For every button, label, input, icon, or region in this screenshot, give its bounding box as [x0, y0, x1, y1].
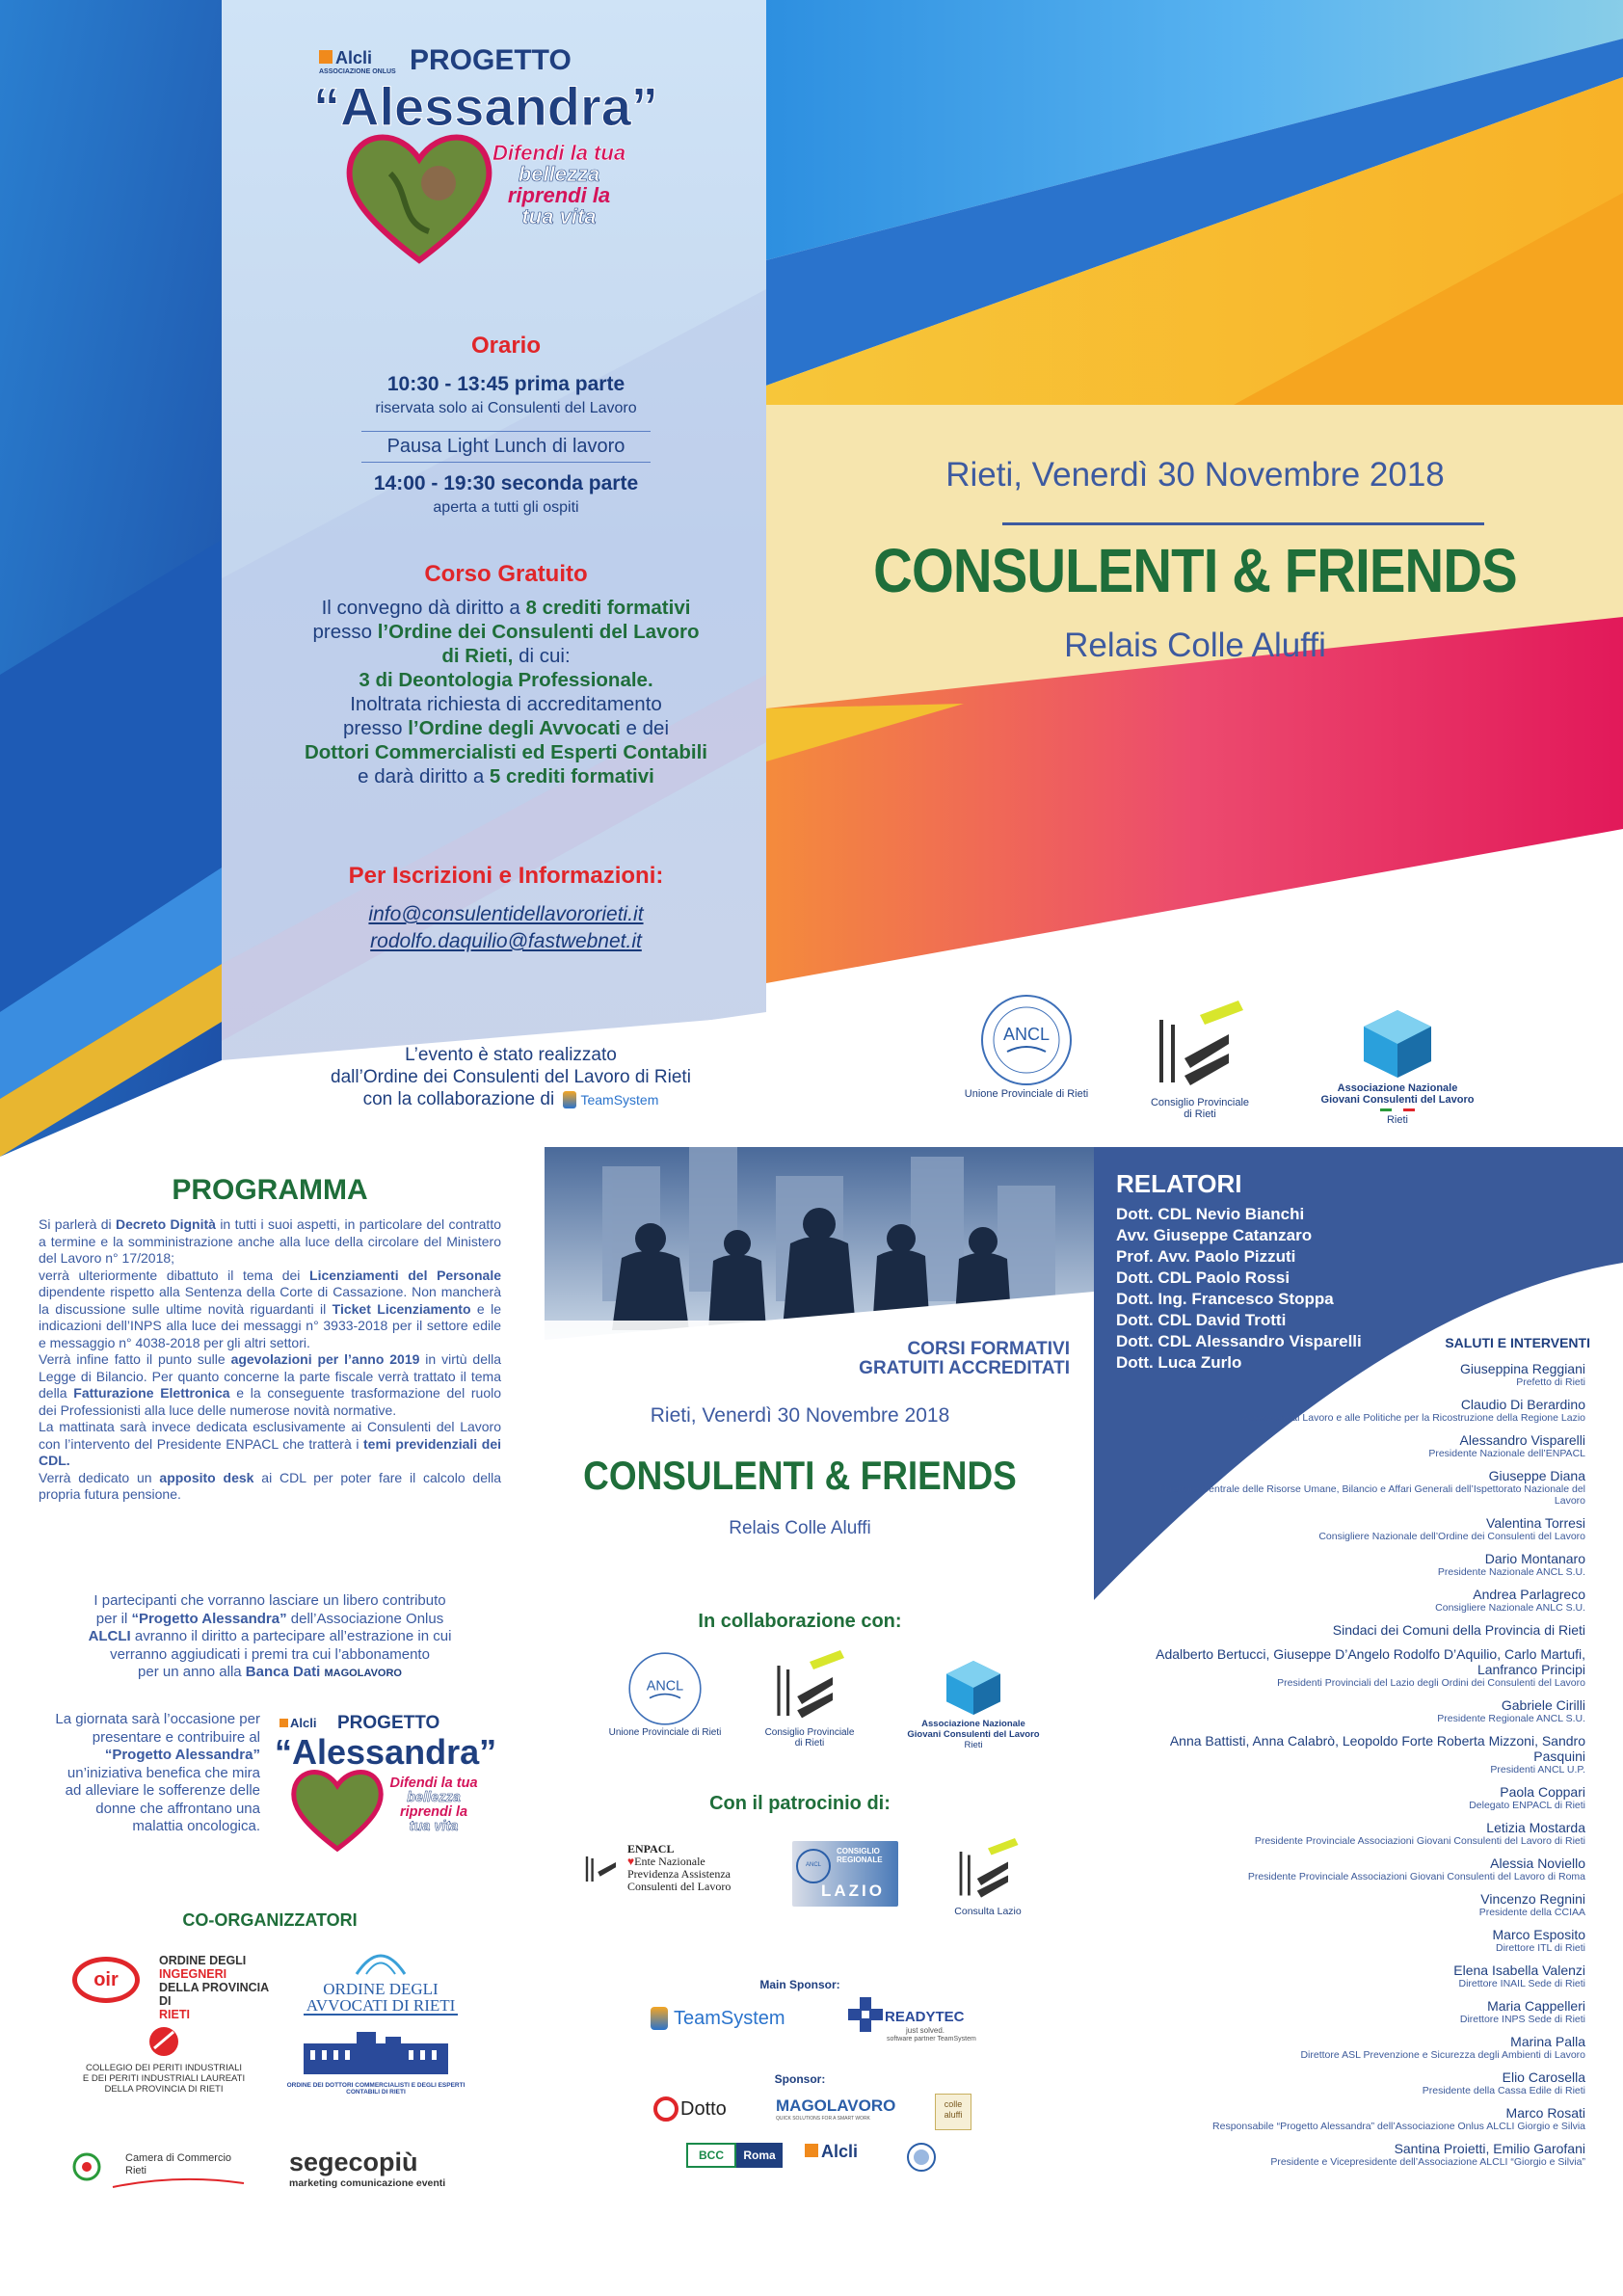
giornata-line1: La giornata sarà l’occasione per: [55, 1711, 260, 1727]
saluti-name: Adalberto Bertucci, Giuseppe D’Angelo Rodolfo D’Aquilio, Carlo Martufi, Lanfranco Principi: [1156, 1646, 1585, 1677]
email-link-2[interactable]: rodolfo.daquilio@fastwebnet.it: [370, 930, 642, 952]
evento-line3: con la collaborazione di TeamSystem: [362, 1089, 659, 1109]
center-venue: Relais Colle Aluffi: [729, 1518, 871, 1538]
saluti-name: Anna Battisti, Anna Calabrò, Leopoldo Forte Roberta Mizzoni, Sandro Pasquini: [1169, 1733, 1585, 1764]
lazio-consiglio-text: CONSIGLIO REGIONALE: [837, 1847, 883, 1864]
saluti-name: Alessandro Visparelli: [1459, 1432, 1585, 1448]
corso-line1: Il convegno dà diritto a 8 crediti formativi: [321, 597, 691, 619]
consulta-emblem-icon: [954, 1838, 1022, 1906]
ang-cube-icon: [1359, 1005, 1436, 1082]
corsi-line1: CORSI FORMATIVI: [907, 1339, 1070, 1359]
segecopiu-name: segecopiù: [289, 2148, 418, 2176]
progetto-title-small: PROGETTO: [337, 1713, 440, 1733]
saluti-item: [1137, 1891, 1585, 1918]
progetto-title: PROGETTO: [410, 44, 572, 76]
readytec-sub2: software partner TeamSystem: [887, 2036, 976, 2042]
saluti-item: [1137, 1468, 1585, 1507]
saluti-role: Prefetto di Rieti: [1516, 1376, 1585, 1388]
enpacl-text: ENPACL ♥Ente Nazionale Previdenza Assistenza Consulenti del Lavoro: [627, 1842, 732, 1893]
saluti-name: Elio Carosella: [1502, 2069, 1585, 2085]
giornata-line2: presentare e contribuire al: [92, 1728, 260, 1746]
camera-swoosh-icon: [111, 2176, 246, 2189]
programma-p2: verrà ulteriormente dibattuto il tema dei Licenziamenti del Personale dipendente rispetto alla Sentenza della Corte di Cassazione. Non mancherà la discussione sulle ultime novità riguardanti il Ticket Licenziamento e le indicazioni dell’INPS alla luce dei messaggi n° 3933-2018 per il settore edile e messaggio n° 4038-2018 per gli altri settori.: [39, 1267, 501, 1350]
saluti-role: Presidenti ANCL U.P.: [1490, 1764, 1585, 1775]
oir-icon: oir: [72, 1957, 140, 2003]
cp-small-label2: di Rieti: [794, 1737, 825, 1749]
saluti-name: Marco Esposito: [1492, 1927, 1585, 1942]
orario-t2: 14:00 - 19:30 seconda parte: [373, 472, 639, 494]
slogan-line3: riprendi la: [507, 183, 611, 207]
orario-pausa: Pausa Light Lunch di lavoro: [361, 431, 651, 463]
hero-divider: [1002, 522, 1484, 525]
saluti-role: Direttore ASL Prevenzione e Sicurezza degli Ambienti di Lavoro: [1300, 2049, 1585, 2061]
coorg-title: CO-ORGANIZZATORI: [182, 1910, 358, 1930]
saluti-item: [1137, 2141, 1585, 2168]
relatore-item: Dott. CDL Nevio Bianchi: [1116, 1205, 1305, 1223]
saluti-role: Presidenti Provinciali del Lazio degli Ordini dei Consulenti del Lavoro: [1277, 1677, 1585, 1689]
heart-small-icon: [289, 1764, 386, 1855]
saluti-item: [1137, 1927, 1585, 1954]
heart-icon: [342, 125, 496, 270]
saluti-item: [1137, 1432, 1585, 1459]
corsi-line2: GRATUITI ACCREDITATI: [859, 1358, 1070, 1378]
lazio-text: LAZIO: [821, 1882, 885, 1900]
teamsystem-icon: [563, 1091, 576, 1108]
camera-text: Camera di Commercio Rieti: [125, 2152, 232, 2176]
relatore-item: Prof. Avv. Paolo Pizzuti: [1116, 1247, 1296, 1266]
saluti-item: [1137, 1622, 1585, 1638]
dotto-logo: Dotto: [653, 2090, 750, 2128]
consiglio-lazio-logo: [792, 1841, 898, 1907]
saluti-title: SALUTI E INTERVENTI: [1445, 1335, 1590, 1350]
bcc-roma-logo: BCC Roma: [686, 2143, 783, 2168]
saluti-name: Claudio Di Berardino: [1460, 1397, 1585, 1412]
corso-line3: di Rieti, di cui:: [441, 645, 571, 667]
saluti-role: Presidente e Vicepresidente dell’Associazione ALCLI “Giorgio e Silvia”: [1270, 2156, 1585, 2168]
giornata-section: [39, 1711, 260, 1836]
ingegneri-logo: [72, 1952, 279, 2021]
slogan-line2: bellezza: [518, 162, 600, 186]
corso-line2: presso l’Ordine dei Consulenti del Lavoro: [312, 621, 700, 643]
iscrizioni-title: Per Iscrizioni e Informazioni:: [348, 863, 664, 889]
enpacl-heart-icon: ♥: [627, 1855, 635, 1868]
orario-title: Orario: [470, 333, 542, 359]
ancl-label: Unione Provinciale di Rieti: [964, 1088, 1089, 1100]
periti-emblem-icon: [145, 2024, 183, 2058]
patrocinio-title: Con il patrocinio di:: [709, 1793, 891, 1814]
saluti-name: Giuseppe Diana: [1488, 1468, 1585, 1483]
saluti-role: Presidente Provinciale Associazioni Giovani Consulenti del Lavoro di Roma: [1247, 1871, 1585, 1882]
saluti-name: Andrea Parlagreco: [1473, 1587, 1585, 1602]
saluti-name: Maria Cappelleri: [1487, 1998, 1585, 2014]
saluti-role: Responsabile “Progetto Alessandra” dell’Associazione Onlus ALCLI Giorgio e Silvia: [1212, 2121, 1585, 2132]
ang-logo-small: Associazione Nazionale Giovani Consulenti del Lavoro Rieti: [887, 1643, 1060, 1764]
avvocati-emblem-icon: [352, 1947, 410, 1976]
ancl-logo-small: [588, 1639, 742, 1749]
corso-line5: Inoltrata richiesta di accreditamento: [350, 693, 662, 715]
contributo-line3: ALCLI avranno il diritto a partecipare all’estrazione in cui: [88, 1628, 452, 1644]
saluti-role: Direttore INAIL Sede di Rieti: [1458, 1978, 1585, 1989]
saluti-role: Direttore INPS Sede di Rieti: [1459, 2014, 1585, 2025]
relatore-item: Avv. Giuseppe Catanzaro: [1116, 1226, 1313, 1244]
saluti-item: [1137, 1784, 1585, 1811]
center-title: CONSULENTI & FRIENDS: [583, 1453, 1017, 1498]
business-photo: [545, 1147, 1094, 1427]
relatore-item: Dott. CDL Paolo Rossi: [1116, 1268, 1290, 1287]
dotto-e-icon: [653, 2096, 678, 2122]
collab-title: In collaborazione con:: [698, 1611, 902, 1632]
saluti-item: [1137, 1697, 1585, 1724]
saluti-role: Direttore ITL di Rieti: [1496, 1942, 1585, 1954]
saluti-item: [1137, 2105, 1585, 2132]
relatore-item: Dott. CDL Alessandro Visparelli: [1116, 1332, 1362, 1350]
saluti-item: [1137, 1587, 1585, 1614]
hero-date: Rieti, Venerdì 30 Novembre 2018: [945, 456, 1445, 494]
saluti-name: Dario Montanaro: [1484, 1551, 1585, 1566]
dottori-logo: ORDINE DEI DOTTORI COMMERCIALISTI E DEGLI ESPERTI CONTABILI DI RIETI: [275, 2029, 477, 2101]
saluti-item: [1137, 1962, 1585, 1989]
svg-text:ANCL: ANCL: [1002, 1025, 1051, 1044]
saluti-name: Gabriele Cirilli: [1501, 1697, 1585, 1713]
hero-title: CONSULENTI & FRIENDS: [873, 536, 1517, 605]
hero-venue: Relais Colle Aluffi: [1064, 627, 1326, 664]
contributo-line5: per un anno alla Banca Dati MAGOLAVORO: [138, 1664, 402, 1680]
saluti-name: Elena Isabella Valenzi: [1453, 1962, 1585, 1978]
sponsor-title: Sponsor:: [774, 2072, 826, 2086]
saluti-role: Presidente Nazionale dell’ENPACL: [1428, 1448, 1585, 1459]
evento-line2: dall’Ordine dei Consulenti del Lavoro di Rieti: [331, 1067, 691, 1087]
cp-small-label1: Consiglio Provinciale: [764, 1726, 855, 1738]
readytec-name: READYTEC: [885, 2009, 965, 2025]
saluti-item: [1137, 1515, 1585, 1542]
programma-p4: La mattinata sarà invece dedicata esclusivamente ai Consulenti del Lavoro con l’intervento del Presidente ENPACL che tratterà i temi previdenziali dei CDL.: [39, 1419, 501, 1468]
alcli-small: Alcli: [279, 1716, 316, 1730]
readytec-cross-icon: [848, 1997, 883, 2032]
saluti-name: Paola Coppari: [1500, 1784, 1585, 1800]
ancl-emblem-small-icon: [626, 1650, 704, 1727]
alcli-mark-small-icon: [279, 1719, 288, 1727]
cp-label1: Consiglio Provinciale: [1150, 1097, 1250, 1108]
contributo-line2: per il “Progetto Alessandra” dell’Associazione Onlus: [95, 1610, 444, 1627]
saluti-role: Delegato ENPACL di Rieti: [1469, 1800, 1585, 1811]
corso-line6: presso l’Ordine degli Avvocati e dei: [342, 717, 669, 739]
enpacl-logo: [583, 1839, 757, 1907]
programma-p1: Si parlerà di Decreto Dignità in tutti i suoi aspetti, in particolare del contratto a termine e la somministrazione anche alla luce della circolare del Ministero del Lavoro n° 17/2018;: [39, 1216, 502, 1266]
segecopiu-sub: marketing comunicazione eventi: [289, 2177, 446, 2189]
corsi-accreditati: [732, 1340, 1070, 1378]
corso-line4: 3 di Deontologia Professionale.: [359, 669, 653, 691]
saluti-role: Presidente Nazionale ANCL S.U.: [1437, 1566, 1585, 1578]
programma-p5: Verrà dedicato un apposito desk ai CDL per poter fare il calcolo della propria futura pensione.: [39, 1469, 501, 1502]
saluti-name: Marina Palla: [1510, 2034, 1585, 2049]
saluti-name: Valentina Torresi: [1486, 1515, 1585, 1531]
ancl-emblem-icon: [978, 992, 1075, 1088]
alcli-sponsor-logo: Alcli: [805, 2142, 901, 2171]
seal-icon: [906, 2142, 937, 2173]
ang-logo: [1301, 993, 1494, 1137]
evento-section: [318, 1044, 704, 1111]
segecopiu-logo: [289, 2148, 482, 2196]
saluti-name: Sindaci dei Comuni della Provincia di Rieti: [1332, 1622, 1585, 1638]
camera-emblem-icon: [72, 2152, 101, 2181]
iscrizioni-section: [270, 863, 742, 953]
programma-p3: Verrà infine fatto il punto sulle agevolazioni per l’anno 2019 in virtù della Legge di Bilancio. Per quanto concerne la parte fiscale verrà trattato il tema della Fatturazione Elettronica e la conseguente trasformazione del ruolo dei Professionisti alla luce delle numerose novità normative.: [39, 1351, 502, 1418]
readytec-sub: just solved.: [906, 2026, 945, 2035]
evento-line1: L’evento è stato realizzato: [405, 1045, 617, 1065]
ancl-logo: [940, 983, 1113, 1108]
saluti-role: Assessore al Lavoro e alle Politiche per la Ricostruzione della Regione Lazio: [1241, 1412, 1585, 1424]
saluti-item: [1137, 1361, 1585, 1388]
progetto-slogan-small: Difendi la tua bellezza riprendi la tua vita: [389, 1775, 478, 1834]
saluti-role: Consigliere Nazionale ANLC S.U.: [1435, 1602, 1585, 1614]
orario-t1: 10:30 - 13:45 prima parte: [386, 373, 625, 395]
main-sponsor-title: Main Sponsor:: [759, 1978, 840, 1991]
orario-t1-sub: riservata solo ai Consulenti del Lavoro: [375, 400, 637, 416]
camera-commercio-logo: [72, 2145, 246, 2193]
saluti-role: Presidente della CCIAA: [1478, 1907, 1585, 1918]
saluti-item: [1137, 1397, 1585, 1424]
saluti-item: [1137, 1998, 1585, 2025]
center-date: Rieti, Venerdì 30 Novembre 2018: [650, 1404, 950, 1427]
orario-section: [318, 333, 694, 517]
readytec-logo: [848, 1997, 993, 2049]
progetto-name: “Alessandra”: [313, 76, 658, 137]
saluti-name: Giuseppina Reggiani: [1460, 1361, 1585, 1376]
corso-section: [270, 562, 742, 788]
ang-cube-small-icon: [943, 1657, 1004, 1719]
saluti-role: Direttore Centrale delle Risorse Umane, Bilancio e Affari Generali dell’Ispettorato Nazionale del Lavoro: [1159, 1483, 1585, 1507]
saluti-item: [1137, 2069, 1585, 2096]
ang-label1: Associazione Nazionale: [1337, 1081, 1458, 1094]
teamsystem-mark-icon: [651, 2007, 668, 2030]
progetto-alessandra-logo: [313, 39, 699, 251]
saluti-item: [1137, 1646, 1585, 1689]
corso-line8: e darà diritto a 5 crediti formativi: [358, 765, 654, 788]
corso-line7: Dottori Commercialisti ed Esperti Contabili: [304, 741, 708, 763]
saluti-role: Presidente Regionale ANCL S.U.: [1437, 1713, 1585, 1724]
progetto-slogan: [477, 143, 641, 227]
programma-section: [39, 1174, 501, 1504]
lazio-ancl-icon: ANCL: [796, 1849, 831, 1883]
programma-title: PROGRAMMA: [172, 1174, 368, 1206]
cp-logo-small: [742, 1639, 877, 1759]
ang-label3: Rieti: [1386, 1113, 1408, 1126]
ang-label2: Giovani Consulenti del Lavoro: [1320, 1093, 1475, 1106]
relatore-item: Dott. Luca Zurlo: [1116, 1353, 1242, 1372]
giornata-line7: malattia oncologica.: [132, 1818, 260, 1834]
relatori-title: RELATORI: [1116, 1169, 1242, 1198]
progetto-alessandra-logo-small: [275, 1711, 506, 1865]
relatore-item: Dott. CDL David Trotti: [1116, 1311, 1287, 1329]
ancl-small-label: Unione Provinciale di Rieti: [608, 1727, 722, 1738]
saluti-name: Vincenzo Regnini: [1480, 1891, 1585, 1907]
contributo-section: [39, 1592, 501, 1683]
cdl-emblem-icon: [1152, 1001, 1248, 1097]
colle-aluffi-logo: colle aluffi: [935, 2094, 971, 2130]
saluti-role: Consigliere Nazionale dell’Ordine dei Consulenti del Lavoro: [1318, 1531, 1585, 1542]
alcli-sponsor-mark-icon: [805, 2144, 818, 2157]
saluti-item: [1137, 1855, 1585, 1882]
alcli-logo: Alcli ASSOCIAZIONE ONLUS: [319, 48, 396, 75]
avvocati-logo: ORDINE DEGLI AVVOCATI DI RIETI: [304, 1947, 458, 2015]
magolavoro-logo: MAGOLAVORO QUICK SOLUTIONS FOR A SMART WORK: [776, 2096, 896, 2122]
ingegneri-text: ORDINE DEGLI INGEGNERI DELLA PROVINCIA DI RIETI: [159, 1954, 269, 2021]
teamsystem-logo: TeamSystem: [651, 2002, 814, 2035]
giornata-line5: ad alleviare le sofferenze delle: [65, 1782, 260, 1799]
cdl-emblem-small-icon: [771, 1650, 848, 1727]
consiglio-provinciale-logo: [1128, 988, 1272, 1133]
saluti-list: [1137, 1361, 1585, 2176]
dottori-building-icon: [299, 2029, 453, 2077]
saluti-item: [1137, 1551, 1585, 1578]
slogan-line1: Difendi la tua: [492, 141, 626, 165]
consulta-label: Consulta Lazio: [954, 1905, 1022, 1917]
orario-t2-sub: aperta a tutti gli ospiti: [433, 499, 579, 516]
saluti-item: [1137, 2034, 1585, 2061]
saluti-item: [1137, 1733, 1585, 1775]
contributo-line1: I partecipanti che vorranno lasciare un libero contributo: [93, 1592, 446, 1609]
giornata-line6: donne che affrontano una: [95, 1800, 260, 1817]
relatore-item: Dott. Ing. Francesco Stoppa: [1116, 1290, 1334, 1308]
slogan-line4: tua vita: [521, 204, 597, 228]
consulta-lazio-logo: [935, 1827, 1041, 1928]
saluti-name: Alessia Noviello: [1490, 1855, 1585, 1871]
progetto-name-small: “Alessandra”: [275, 1732, 497, 1772]
giornata-line3: “Progetto Alessandra”: [104, 1747, 260, 1763]
email-link-1[interactable]: info@consulentidellavororieti.it: [368, 903, 644, 925]
enpacl-emblem-icon: [583, 1844, 622, 1892]
cp-label2: di Rieti: [1184, 1108, 1216, 1120]
italian-flag-icon: [1380, 1108, 1415, 1111]
contributo-line4: verranno aggiudicati i premi tra cui l’abbonamento: [110, 1645, 430, 1663]
svg-text:ANCL: ANCL: [646, 1678, 684, 1695]
saluti-role: Presidente Provinciale Associazioni Giovani Consulenti del Lavoro di Rieti: [1254, 1835, 1585, 1847]
saluti-name: Marco Rosati: [1505, 2105, 1585, 2121]
periti-logo: COLLEGIO DEI PERITI INDUSTRIALI E DEI PERITI INDUSTRIALI LAUREATI DELLA PROVINCIA DI RIETI: [72, 2024, 255, 2101]
saluti-role: Presidente della Cassa Edile di Rieti: [1422, 2085, 1585, 2096]
corso-title: Corso Gratuito: [424, 561, 588, 587]
giornata-line4: un’iniziativa benefica che mira: [67, 1764, 260, 1781]
saluti-name: Santina Proietti, Emilio Garofani: [1394, 2141, 1585, 2156]
alcli-mark-icon: [319, 50, 333, 64]
saluti-name: Letizia Mostarda: [1486, 1820, 1585, 1835]
saluti-item: [1137, 1820, 1585, 1847]
